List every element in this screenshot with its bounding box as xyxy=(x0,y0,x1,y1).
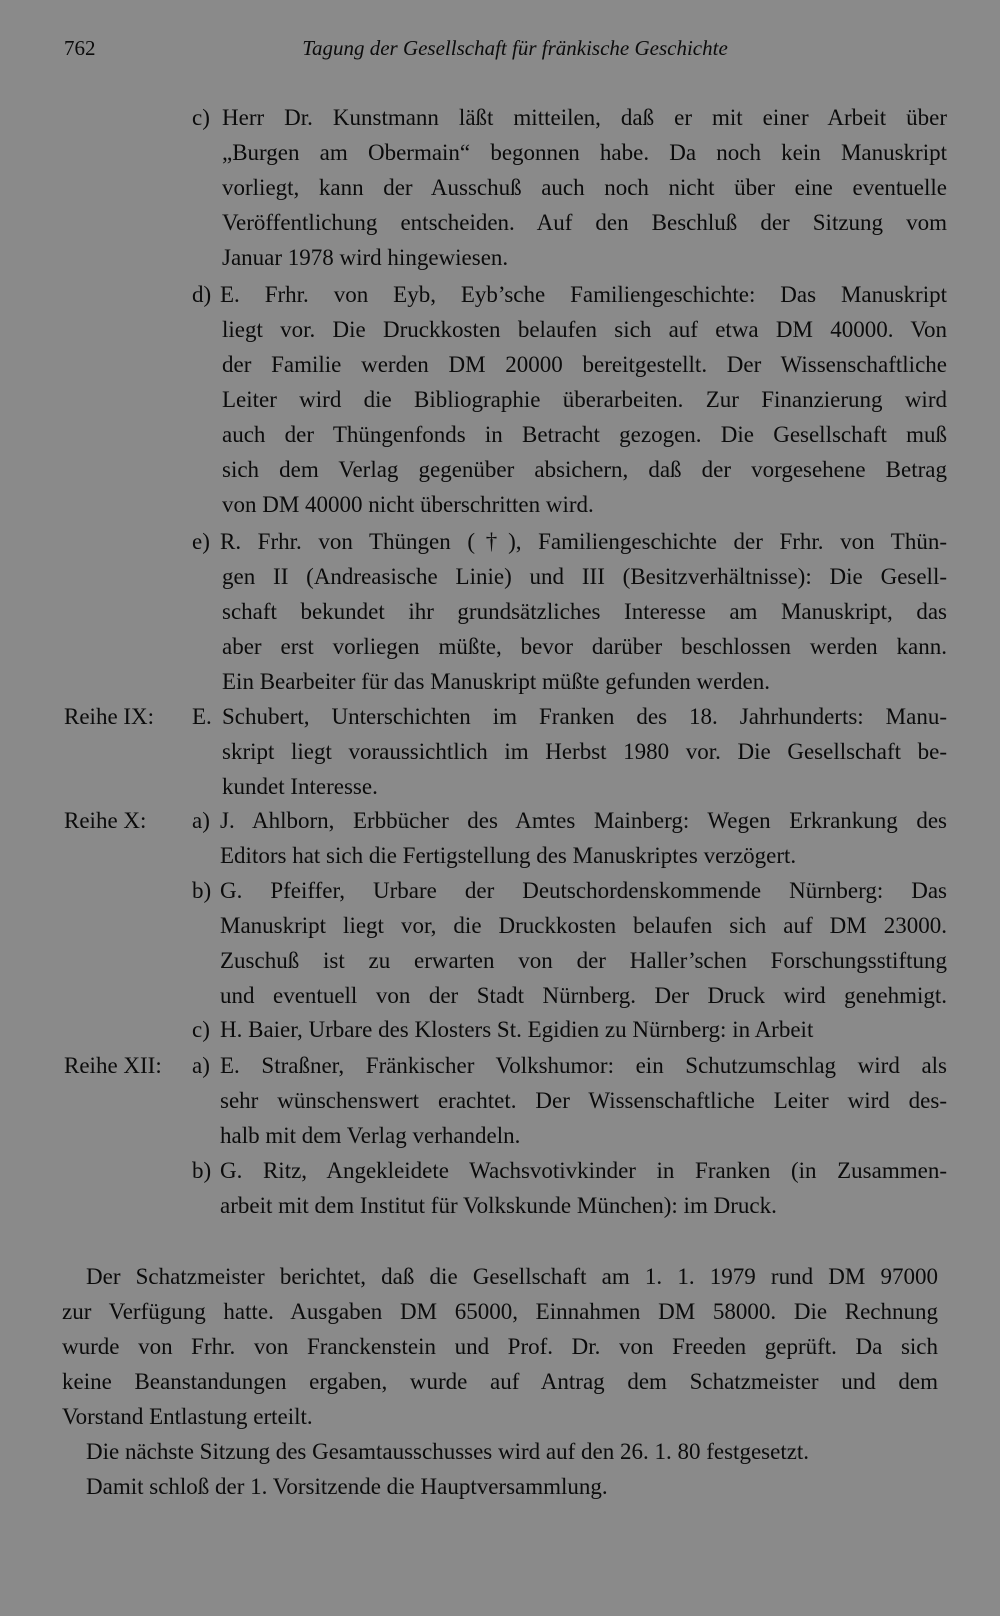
text-line: Ein Bearbeiter für das Manuskript müßte gefunden werden. xyxy=(222,669,770,694)
text-line: E. Straßner, Fränkischer Volkshumor: ein Schutzumschlag wird als xyxy=(220,1053,947,1078)
text-line: Herr Dr. Kunstmann läßt mitteilen, daß er mit einer Arbeit über xyxy=(222,105,947,130)
text-line: G. Pfeiffer, Urbare der Deutschordenskommende Nürnberg: Das xyxy=(220,878,947,903)
series-label-ix: Reihe IX: xyxy=(64,704,155,729)
text-line: halb mit dem Verlag verhandeln. xyxy=(220,1123,521,1148)
running-title: Tagung der Gesellschaft für fränkische Geschichte xyxy=(302,36,728,60)
text-line: Leiter wird die Bibliographie überarbeiten. Zur Finanzierung wird xyxy=(222,387,947,412)
text-line: Veröffentlichung entscheiden. Auf den Beschluß der Sitzung vom xyxy=(222,210,947,235)
text-line: Die nächste Sitzung des Gesamtausschusses wird auf den 26. 1. 80 festgesetzt. xyxy=(86,1439,810,1464)
text-line: schaft bekundet ihr grundsätzliches Interesse am Manuskript, das xyxy=(222,599,947,624)
item-label: c) xyxy=(192,105,210,130)
text-line: R. Frhr. von Thüngen (†), Familiengeschichte der Frhr. von Thün- xyxy=(220,529,947,554)
text-line: wurde von Frhr. von Franckenstein und Prof. Dr. von Freeden geprüft. Da sich xyxy=(62,1334,938,1359)
text-line: arbeit mit dem Institut für Volkskunde München): im Druck. xyxy=(220,1193,777,1218)
text-line: „Burgen am Obermain“ begonnen habe. Da noch kein Manuskript xyxy=(222,140,947,165)
text-line: aber erst vorliegen müßte, bevor darüber beschlossen werden kann. xyxy=(222,634,947,659)
item-label: a) xyxy=(192,1053,210,1078)
text-line: Damit schloß der 1. Vorsitzende die Hauptversammlung. xyxy=(86,1474,608,1499)
text-line: kundet Interesse. xyxy=(222,774,378,799)
text-line: auch der Thüngenfonds in Betracht gezogen. Die Gesellschaft muß xyxy=(222,422,947,447)
text-line: E. Frhr. von Eyb, Eyb’sche Familiengeschichte: Das Manuskript xyxy=(220,282,947,307)
text-line: der Familie werden DM 20000 bereitgestellt. Der Wissenschaftliche xyxy=(222,352,947,377)
text-line: Schubert, Unterschichten im Franken des 18. Jahrhunderts: Manu- xyxy=(222,704,947,729)
series-label-x: Reihe X: xyxy=(64,808,147,833)
series-label-xii: Reihe XII: xyxy=(64,1053,162,1078)
text-line: keine Beanstandungen ergaben, wurde auf Antrag dem Schatzmeister und dem xyxy=(62,1369,938,1394)
text-line: gen II (Andreasische Linie) und III (Besitzverhältnisse): Die Gesell- xyxy=(222,564,947,589)
text-line: sich dem Verlag gegenüber absichern, daß der vorgesehene Betrag xyxy=(222,457,947,482)
item-label: b) xyxy=(192,1158,212,1183)
text-line: vorliegt, kann der Ausschuß auch noch nicht über eine eventuelle xyxy=(222,175,947,200)
text-line: Januar 1978 wird hingewiesen. xyxy=(222,245,509,270)
text-line: Vorstand Entlastung erteilt. xyxy=(62,1404,313,1429)
text-line: zur Verfügung hatte. Ausgaben DM 65000, Einnahmen DM 58000. Die Rechnung xyxy=(62,1299,938,1324)
text-line: Manuskript liegt vor, die Druckkosten belaufen sich auf DM 23000. xyxy=(220,913,947,938)
item-label: e) xyxy=(192,529,210,554)
item-label: c) xyxy=(192,1017,210,1042)
text-line: skript liegt voraussichtlich im Herbst 1980 vor. Die Gesellschaft be- xyxy=(222,739,947,764)
text-line: G. Ritz, Angekleidete Wachsvotivkinder in Franken (in Zusammen- xyxy=(220,1158,947,1183)
page-number: 762 xyxy=(64,36,96,60)
text-line: von DM 40000 nicht überschritten wird. xyxy=(222,492,594,517)
text-line: liegt vor. Die Druckkosten belaufen sich auf etwa DM 40000. Von xyxy=(222,317,947,342)
item-label: b) xyxy=(192,878,212,903)
text-line: sehr wünschenswert erachtet. Der Wissenschaftliche Leiter wird des- xyxy=(220,1088,947,1113)
text-line: und eventuell von der Stadt Nürnberg. Der Druck wird genehmigt. xyxy=(220,983,947,1008)
item-label: d) xyxy=(192,282,212,307)
text-line: Der Schatzmeister berichtet, daß die Gesellschaft am 1. 1. 1979 rund DM 97000 xyxy=(86,1264,938,1289)
text-line: Zuschuß ist zu erwarten von der Haller’schen Forschungsstiftung xyxy=(220,948,947,973)
text-line: J. Ahlborn, Erbbücher des Amtes Mainberg: Wegen Erkrankung des xyxy=(220,808,947,833)
text-line: Editors hat sich die Fertigstellung des Manuskriptes verzögert. xyxy=(220,843,797,868)
item-label: E. xyxy=(192,704,212,729)
text-line: H. Baier, Urbare des Klosters St. Egidien zu Nürnberg: in Arbeit xyxy=(220,1017,814,1042)
item-label: a) xyxy=(192,808,210,833)
